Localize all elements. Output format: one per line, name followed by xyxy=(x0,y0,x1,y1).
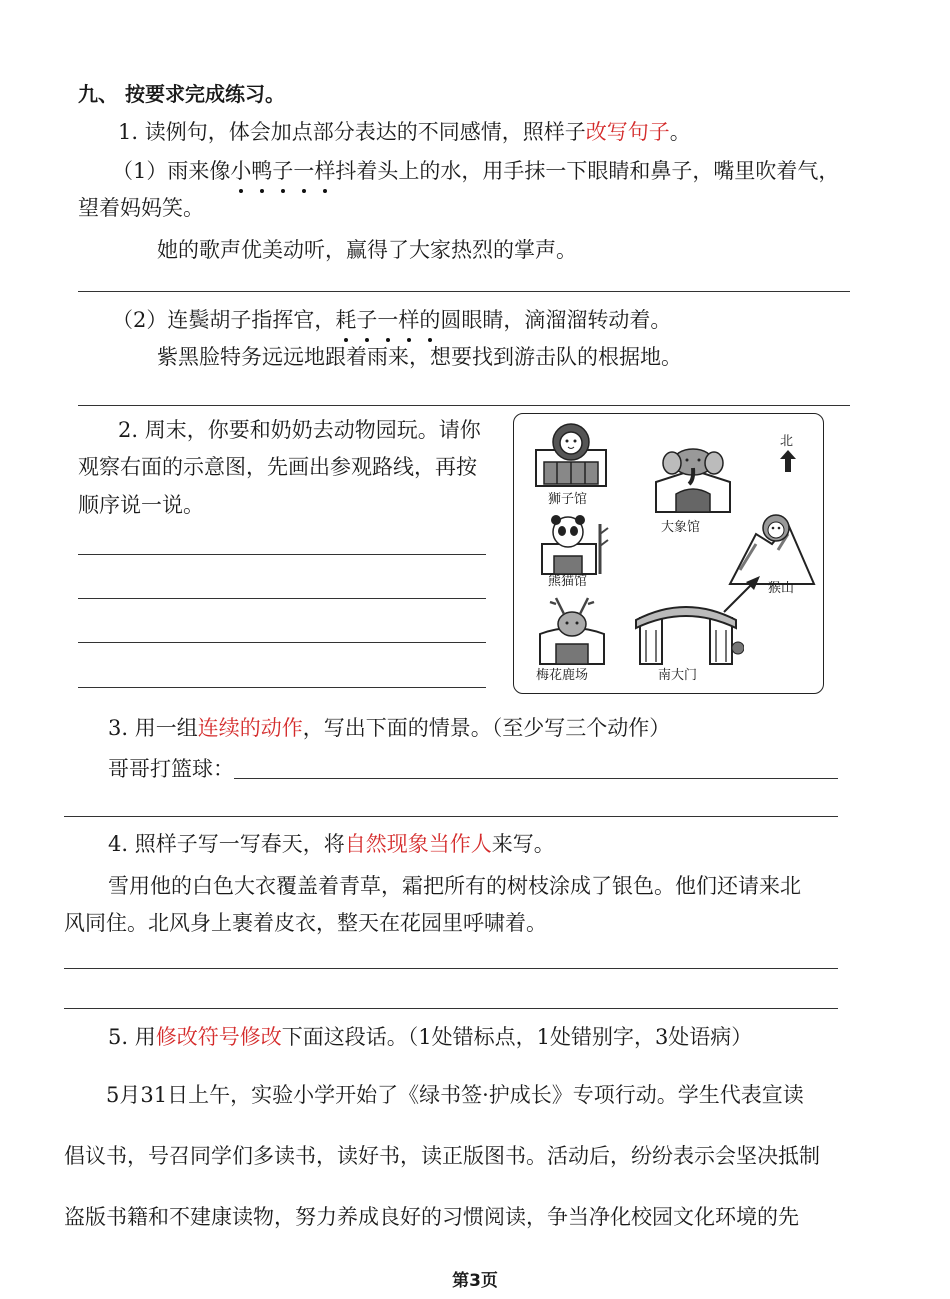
q3-highlight: 连续的动作 xyxy=(197,716,303,740)
lion-house-icon xyxy=(530,422,612,488)
panda-house-icon xyxy=(536,514,610,576)
q1-task-1: 她的歌声优美动听，赢得了大家热烈的掌声。 xyxy=(157,238,577,262)
zoo-map[interactable] xyxy=(513,413,824,694)
section-heading xyxy=(78,82,285,106)
elephant-house-label: 大象馆 xyxy=(661,520,701,535)
lion-house-label: 狮子馆 xyxy=(548,492,588,507)
q3-prompt: 哥哥打篮球： xyxy=(108,757,234,781)
q5-paragraph-line-2: 倡议书，号召同学们多读书，读好书，读正版图书。活动后，纷纷表示会坚决抵制 xyxy=(64,1144,820,1168)
section-number: 九、 xyxy=(78,82,118,106)
q4-highlight: 自然现象当作人 xyxy=(344,832,492,856)
answer-line[interactable] xyxy=(78,554,486,555)
q2-line-2: 观察右面的示意图，先画出参观路线，再按 xyxy=(78,455,477,479)
q1-example-1-line2: 望着妈妈笑。 xyxy=(78,196,204,220)
answer-line[interactable] xyxy=(78,598,486,599)
q5-highlight: 修改符号修改 xyxy=(155,1025,282,1049)
answer-line[interactable] xyxy=(234,778,838,779)
monkey-mountain-label: 猴山 xyxy=(768,581,795,596)
south-gate-label: 南大门 xyxy=(658,668,698,683)
q4-instruction: 4. 照样子写一写春天，将自然现象当作人来写。 xyxy=(108,832,555,856)
q1-instruction: 1. 读例句，体会加点部分表达的不同感情，照样子改写句子。 xyxy=(118,120,691,144)
answer-line[interactable] xyxy=(78,687,486,688)
answer-line[interactable] xyxy=(78,642,486,643)
section-title: 按要求完成练习。 xyxy=(124,82,285,106)
q3-instruction: 3. 用一组连续的动作，写出下面的情景。（至少写三个动作） xyxy=(108,716,671,740)
north-label: 北 xyxy=(780,434,794,449)
deer-field-label: 梅花鹿场 xyxy=(536,668,589,683)
page-number: 第3页 xyxy=(452,1271,498,1291)
q1-task-2: 紫黑脸特务远远地跟着雨来，想要找到游击队的根据地。 xyxy=(157,345,682,369)
q5-paragraph-line-3: 盗版书籍和不建康读物，努力养成良好的习惯阅读，争当净化校园文化环境的先 xyxy=(64,1205,799,1229)
q2-line-3: 顺序说一说。 xyxy=(78,493,204,517)
q5-paragraph-line-1: 5月31日上午，实验小学开始了《绿书签·护成长》专项行动。学生代表宣读 xyxy=(106,1083,804,1107)
q2-line-1: 2. 周末，你要和奶奶去动物园玩。请你 xyxy=(118,418,481,442)
q1-example-1: （1）雨来像小鸭子一样抖着头上的水，用手抹一下眼睛和鼻子，嘴里吹着气， xyxy=(112,159,840,183)
south-gate-icon xyxy=(632,596,744,666)
q4-example-line-1: 雪用他的白色大衣覆盖着青草，霜把所有的树枝涂成了银色。他们还请来北 xyxy=(108,874,801,898)
q4-example-line-2: 风同住。北风身上裹着皮衣，整天在花园里呼啸着。 xyxy=(64,911,547,935)
panda-house-label: 熊猫馆 xyxy=(548,574,588,589)
answer-line[interactable] xyxy=(78,291,850,292)
q5-instruction: 5. 用修改符号修改下面这段话。（1处错标点，1处错别字，3处语病） xyxy=(108,1025,753,1049)
answer-line[interactable] xyxy=(64,1008,838,1009)
elephant-house-icon xyxy=(650,446,736,514)
deer-field-icon xyxy=(534,594,610,666)
q1-example-2: （2）连鬓胡子指挥官，耗子一样的圆眼睛，滴溜溜转动着。 xyxy=(112,308,672,332)
answer-line[interactable] xyxy=(64,968,838,969)
answer-line[interactable] xyxy=(64,816,838,817)
q1-highlight: 改写句子 xyxy=(585,120,670,144)
answer-line[interactable] xyxy=(78,405,850,406)
north-arrow-icon xyxy=(780,450,796,472)
